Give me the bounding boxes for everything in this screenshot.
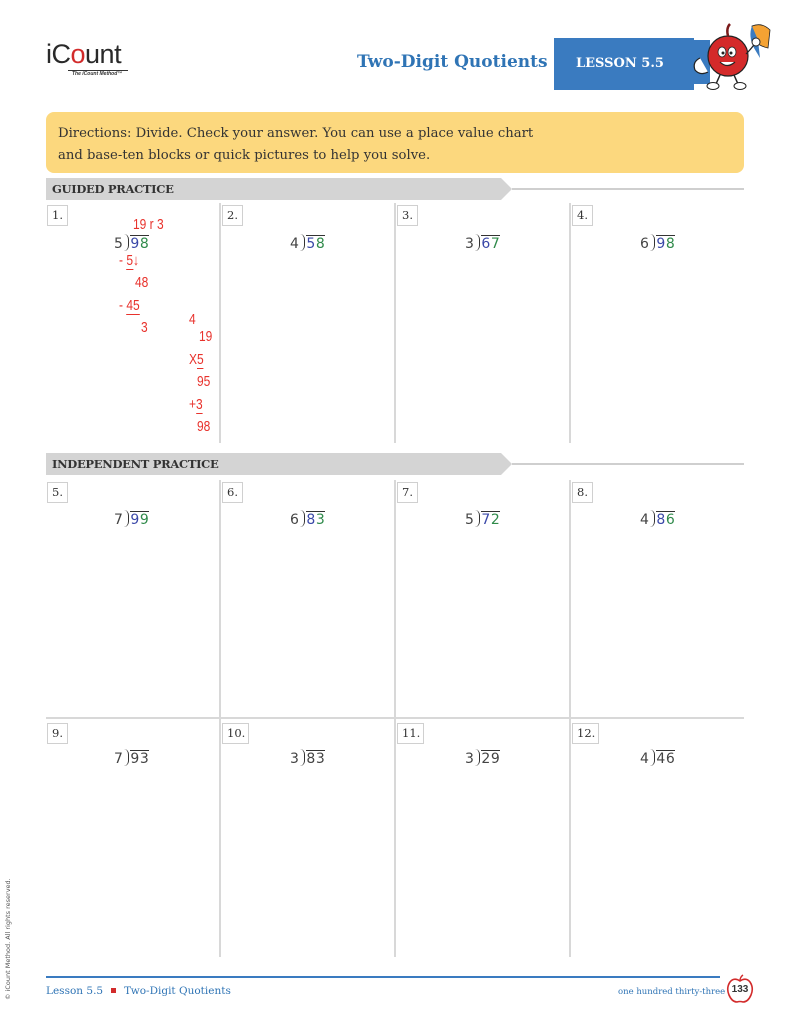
problem-cell-12[interactable] <box>571 717 744 957</box>
problem-number: 7. <box>397 482 418 503</box>
division-bracket <box>475 234 480 251</box>
problem-number: 8. <box>572 482 593 503</box>
footer-lesson-number: Lesson 5.5 <box>46 985 104 997</box>
handwritten-remainder: 3 <box>141 319 148 336</box>
division-problem: 6 83 <box>290 512 326 528</box>
division-bracket <box>124 234 129 251</box>
division-problem: 3 29 <box>465 751 501 767</box>
footer-divider <box>46 976 720 978</box>
directions-box <box>46 112 744 173</box>
division-bracket <box>300 510 305 527</box>
problem-number: 6. <box>222 482 243 503</box>
problem-number: 1. <box>47 205 68 226</box>
problem-cell-7[interactable] <box>396 480 571 717</box>
division-problem: 5 72 <box>465 512 501 528</box>
division-bracket <box>650 234 655 251</box>
division-problem: 3 67 <box>465 236 501 252</box>
footer-lesson <box>46 985 231 997</box>
problem-number: 5. <box>47 482 68 503</box>
problem-number: 4. <box>572 205 593 226</box>
handwritten-step-2: 48 <box>135 274 149 291</box>
check-add: +3 <box>189 396 203 413</box>
division-problem: 4 86 <box>640 512 676 528</box>
page-number: 133 <box>731 984 749 995</box>
problem-cell-9[interactable] <box>46 717 221 957</box>
division-bracket <box>300 234 305 251</box>
check-product: 95 <box>197 373 211 390</box>
check-carry: 4 <box>189 311 196 328</box>
independent-practice-header <box>46 453 744 475</box>
logo-tagline: The iCount Method™ <box>72 71 123 77</box>
guided-practice-header <box>46 178 744 200</box>
problem-cell-11[interactable] <box>396 717 571 957</box>
apple-page-icon <box>726 974 754 1004</box>
division-bracket <box>650 510 655 527</box>
division-problem: 3 83 <box>290 751 326 767</box>
problem-cell-4[interactable] <box>571 203 744 443</box>
problem-cell-2[interactable] <box>221 203 396 443</box>
division-bracket <box>124 749 129 766</box>
page-number-words: one hundred thirty-three <box>618 987 726 997</box>
handwritten-step-1: - 5↓ <box>119 252 140 269</box>
problem-cell-5[interactable] <box>46 480 221 717</box>
division-bracket <box>475 749 480 766</box>
problem-cell-6[interactable] <box>221 480 396 717</box>
bullet-icon <box>111 988 116 993</box>
lesson-label: LESSON 5.5 <box>576 56 664 71</box>
section-label: GUIDED PRACTICE <box>52 182 174 196</box>
division-bracket <box>300 749 305 766</box>
division-bracket <box>475 510 480 527</box>
problem-number: 11. <box>397 723 424 744</box>
problem-number: 2. <box>222 205 243 226</box>
division-problem: 7 99 <box>114 512 150 528</box>
check-total: 98 <box>197 418 211 435</box>
division-problem: 7 93 <box>114 751 150 767</box>
icount-logo <box>46 40 136 80</box>
problem-cell-1[interactable] <box>46 203 221 443</box>
directions-line-2: and base-ten blocks or quick pictures to help you solve. <box>58 148 431 163</box>
check-factor: 19 <box>199 328 213 345</box>
division-bracket <box>124 510 129 527</box>
handwritten-step-3: - 45 <box>119 297 140 314</box>
problem-cell-3[interactable] <box>396 203 571 443</box>
problem-number: 3. <box>397 205 418 226</box>
apple-mascot-icon <box>670 18 775 98</box>
division-problem: 6 98 <box>640 236 676 252</box>
division-bracket <box>650 749 655 766</box>
logo-wordmark: iCount <box>46 39 122 69</box>
check-multiply: X5 <box>189 351 204 368</box>
division-problem: 4 58 <box>290 236 326 252</box>
section-label: INDEPENDENT PRACTICE <box>52 457 219 471</box>
problem-cell-8[interactable] <box>571 480 744 717</box>
problem-number: 10. <box>222 723 249 744</box>
division-problem: 5 98 <box>114 236 150 252</box>
problem-number: 9. <box>47 723 68 744</box>
division-problem: 4 46 <box>640 751 676 767</box>
problem-cell-10[interactable] <box>221 717 396 957</box>
directions-line-1: Directions: Divide. Check your answer. You can use a place value chart <box>58 126 534 141</box>
page-title: Two-Digit Quotients <box>357 52 548 72</box>
footer-topic: Two-Digit Quotients <box>124 985 231 997</box>
problem-number: 12. <box>572 723 599 744</box>
handwritten-quotient: 19 r 3 <box>133 216 164 233</box>
copyright-notice: © iCount Method. All rights reserved. <box>4 878 12 1000</box>
